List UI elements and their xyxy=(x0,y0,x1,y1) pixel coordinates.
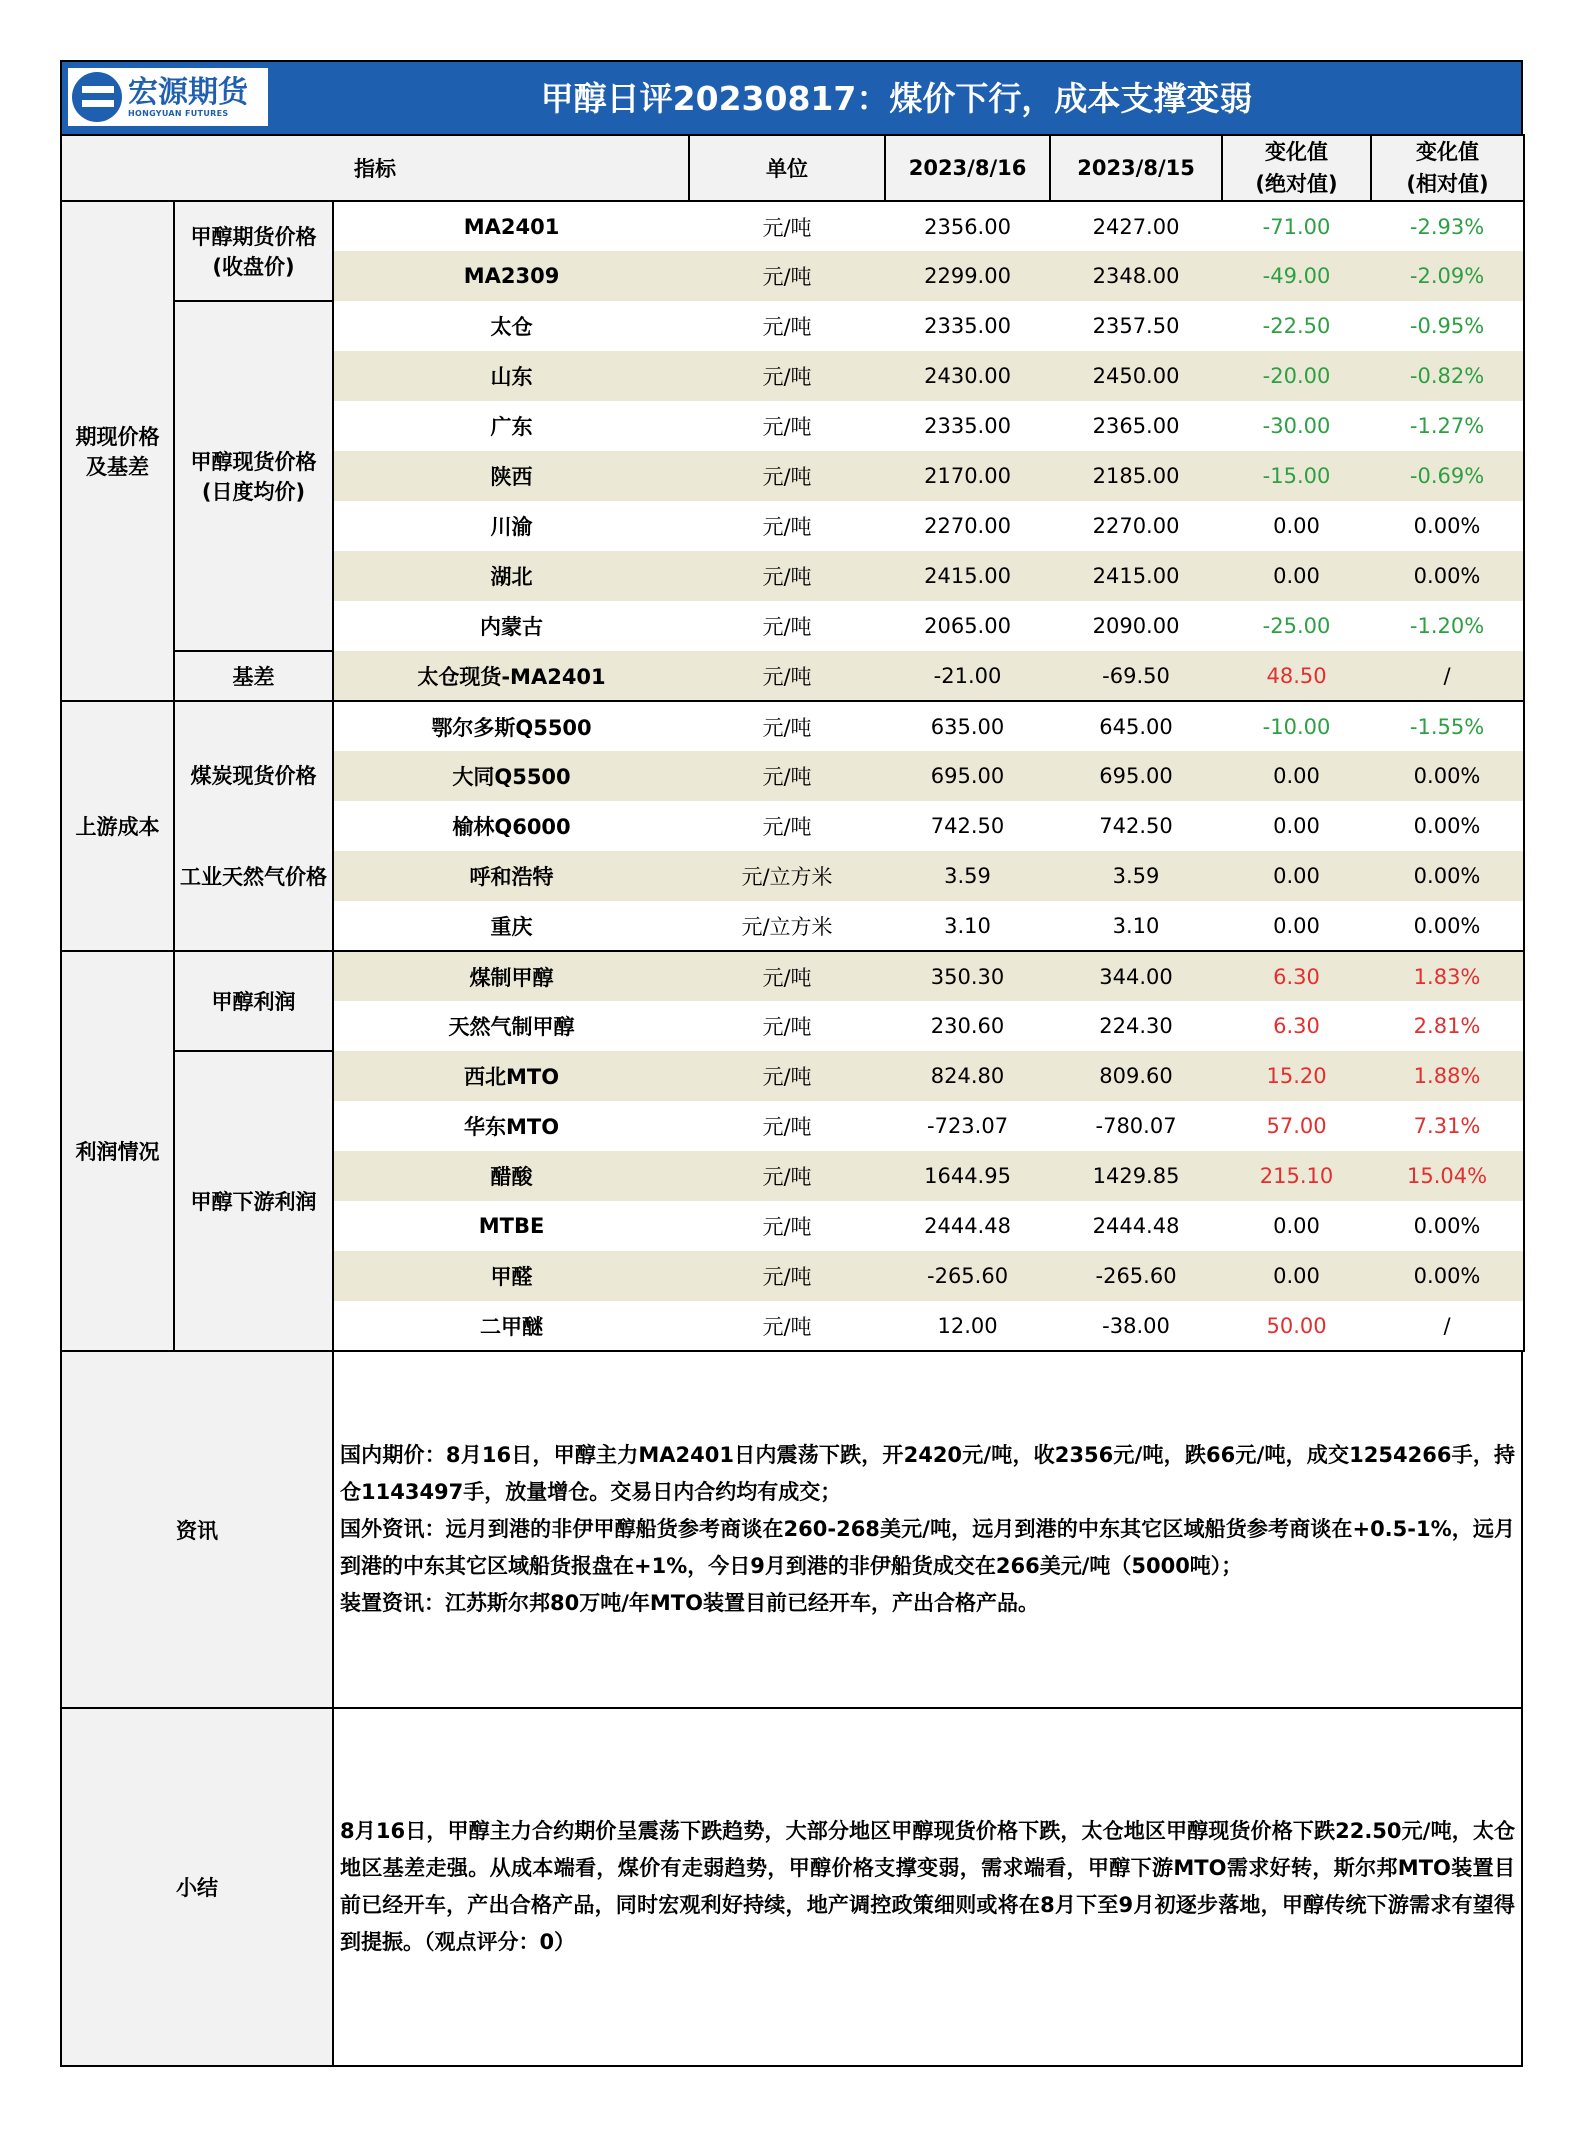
row-abs-change: 48.50 xyxy=(1222,651,1371,701)
row-abs-change: 6.30 xyxy=(1222,951,1371,1001)
header-abs-change-line1: 变化值 xyxy=(1265,140,1329,164)
news-section xyxy=(60,1352,1523,1709)
row-abs-change: 0.00 xyxy=(1273,814,1320,838)
row-value-date1: 2444.48 xyxy=(924,1214,1011,1238)
row-rel-change: -2.09% xyxy=(1371,251,1524,301)
group-spot-futures-label: 期现价格 xyxy=(75,425,160,449)
row-indicator: 山东 xyxy=(333,351,689,401)
subgroup-coal-label: 煤炭现货价格 xyxy=(190,764,317,788)
group-spot-futures xyxy=(61,201,174,701)
header-abs-change-line2: (绝对值) xyxy=(1255,172,1338,196)
row-value-date2: 2357.50 xyxy=(1092,314,1180,338)
row-value-date2: 742.50 xyxy=(1099,814,1173,838)
report-header xyxy=(60,60,1523,134)
row-indicator: 湖北 xyxy=(333,551,689,601)
group-upstream-cost xyxy=(61,701,174,951)
row-unit: 元/吨 xyxy=(762,715,812,740)
row-indicator: 甲醛 xyxy=(333,1251,689,1301)
row-rel-change: -1.27% xyxy=(1371,401,1524,451)
subgroup-spot-label: (日度均价) xyxy=(201,480,306,504)
row-value-date2: -38.00 xyxy=(1050,1301,1222,1351)
row-value-date1: -723.07 xyxy=(927,1114,1009,1138)
row-rel-change: 7.31% xyxy=(1371,1101,1524,1151)
row-abs-change: 15.20 xyxy=(1222,1051,1371,1101)
row-indicator: 陕西 xyxy=(333,451,689,501)
row-unit: 元/立方米 xyxy=(689,851,885,901)
row-abs-change: -15.00 xyxy=(1222,451,1371,501)
summary-label: 小结 xyxy=(62,1709,334,2065)
row-rel-change: 0.00% xyxy=(1371,751,1524,801)
row-indicator: 二甲醚 xyxy=(333,1301,689,1351)
row-value-date1: 1644.95 xyxy=(885,1151,1050,1201)
row-abs-change: 0.00 xyxy=(1273,1214,1320,1238)
header-date1: 2023/8/16 xyxy=(885,135,1050,201)
row-unit: 元/吨 xyxy=(762,415,812,439)
row-value-date1: 2270.00 xyxy=(924,514,1011,538)
row-rel-change: -1.20% xyxy=(1371,601,1524,651)
row-value-date1: 2170.00 xyxy=(885,451,1050,501)
logo-icon xyxy=(72,72,122,122)
row-value-date2: 224.30 xyxy=(1099,1014,1173,1038)
row-rel-change: -0.69% xyxy=(1371,451,1524,501)
group-upstream-cost-label: 上游成本 xyxy=(75,815,160,839)
row-unit: 元/吨 xyxy=(762,615,812,639)
row-value-date2: 1429.85 xyxy=(1050,1151,1222,1201)
row-value-date2: 2450.00 xyxy=(1050,351,1222,401)
header-abs-change xyxy=(1222,135,1371,201)
row-rel-change: 0.00% xyxy=(1371,901,1524,951)
news-body xyxy=(334,1352,1521,1707)
group-spot-futures-label: 及基差 xyxy=(86,455,149,479)
row-indicator: MA2309 xyxy=(333,251,689,301)
row-value-date1: 3.10 xyxy=(885,901,1050,951)
company-logo xyxy=(68,68,268,126)
row-rel-change: 0.00% xyxy=(1371,801,1524,851)
row-rel-change: 0.00% xyxy=(1371,1201,1524,1251)
subgroup-futures xyxy=(174,201,333,301)
news-overseas: 国外资讯：远月到港的非伊甲醇船货参考商谈在260-268美元/吨，远月到港的中东其它区域船货参考商谈在+0.5-1%，远月到港的中东其它区域船货报盘在+1%，今日9月到港的非伊船货成交在266美元/吨（5000吨）； xyxy=(340,1517,1515,1578)
row-rel-change: 0.00% xyxy=(1371,1251,1524,1301)
row-abs-change: -49.00 xyxy=(1222,251,1371,301)
row-indicator: MTBE xyxy=(478,1214,545,1238)
row-unit: 元/吨 xyxy=(762,515,812,539)
table-row xyxy=(61,701,1524,751)
row-indicator: MA2401 xyxy=(463,214,560,239)
subgroup-gas-label: 工业天然气价格 xyxy=(180,865,327,889)
row-value-date1: 695.00 xyxy=(885,751,1050,801)
row-unit: 元/吨 xyxy=(689,551,885,601)
row-indicator: 川渝 xyxy=(490,515,533,539)
row-value-date2: 2270.00 xyxy=(1092,514,1180,538)
row-indicator: 广东 xyxy=(490,415,533,439)
header-rel-change xyxy=(1371,135,1524,201)
row-abs-change: -71.00 xyxy=(1262,214,1331,239)
subgroup-futures-label: (收盘价) xyxy=(212,255,295,279)
table-row xyxy=(61,1051,1524,1101)
row-value-date1: 824.80 xyxy=(885,1051,1050,1101)
row-unit: 元/吨 xyxy=(689,351,885,401)
row-value-date2: 3.59 xyxy=(1050,851,1222,901)
row-unit: 元/吨 xyxy=(689,951,885,1001)
row-rel-change: 0.00% xyxy=(1371,851,1524,901)
row-value-date2: 2444.48 xyxy=(1092,1214,1180,1238)
group-profit-label: 利润情况 xyxy=(75,1140,160,1164)
row-rel-change: -0.95% xyxy=(1371,301,1524,351)
report xyxy=(60,60,1523,2067)
row-rel-change: 0.00% xyxy=(1371,501,1524,551)
row-rel-change: 1.88% xyxy=(1371,1051,1524,1101)
row-abs-change: 50.00 xyxy=(1222,1301,1371,1351)
row-unit: 元/吨 xyxy=(762,215,812,240)
row-value-date2: -265.60 xyxy=(1050,1251,1222,1301)
row-abs-change: -22.50 xyxy=(1262,314,1331,338)
news-domestic: 国内期价：8月16日，甲醇主力MA2401日内震荡下跌，开2420元/吨，收2356元/吨，跌66元/吨，成交1254266手，持仓1143497手，放量增仓。交易日内合约均有成交； xyxy=(340,1443,1515,1504)
subgroup-spot-label: 甲醇现货价格 xyxy=(190,450,317,474)
row-unit: 元/吨 xyxy=(689,751,885,801)
row-unit: 元/吨 xyxy=(762,315,812,339)
report-title: 甲醇日评20230817：煤价下行，成本支撑变弱 xyxy=(540,79,1253,118)
header-indicator: 指标 xyxy=(61,135,689,201)
row-unit: 元/吨 xyxy=(762,1115,812,1139)
row-abs-change: 215.10 xyxy=(1222,1151,1371,1201)
row-abs-change: -10.00 xyxy=(1262,714,1331,739)
row-unit: 元/吨 xyxy=(762,1015,812,1039)
row-rel-change: -0.82% xyxy=(1371,351,1524,401)
row-unit: 元/吨 xyxy=(689,1301,885,1351)
header-rel-change-line2: (相对值) xyxy=(1406,172,1489,196)
row-value-date2: -780.07 xyxy=(1095,1114,1177,1138)
row-unit: 元/吨 xyxy=(689,1151,885,1201)
row-rel-change: 15.04% xyxy=(1371,1151,1524,1201)
row-indicator: 天然气制甲醇 xyxy=(448,1015,575,1039)
row-value-date2: 695.00 xyxy=(1050,751,1222,801)
data-table xyxy=(60,134,1525,1352)
row-abs-change: 0.00 xyxy=(1273,514,1320,538)
row-indicator: 大同Q5500 xyxy=(333,751,689,801)
row-value-date2: 2185.00 xyxy=(1050,451,1222,501)
row-abs-change: 0.00 xyxy=(1222,551,1371,601)
row-unit: 元/吨 xyxy=(689,451,885,501)
row-abs-change: 0.00 xyxy=(1222,1251,1371,1301)
row-indicator: 华东MTO xyxy=(463,1115,560,1139)
row-unit: 元/吨 xyxy=(762,1215,812,1239)
table-row xyxy=(61,301,1524,351)
row-indicator: 太仓 xyxy=(490,315,533,339)
row-value-date2: 2427.00 xyxy=(1092,214,1180,239)
subgroup-basis xyxy=(174,651,333,701)
row-value-date2: 809.60 xyxy=(1050,1051,1222,1101)
row-value-date2: 2348.00 xyxy=(1050,251,1222,301)
row-indicator: 煤制甲醇 xyxy=(333,951,689,1001)
header-date2: 2023/8/15 xyxy=(1050,135,1222,201)
news-plant: 装置资讯：江苏斯尔邦80万吨/年MTO装置目前已经开车，产出合格产品。 xyxy=(340,1591,1039,1615)
row-indicator: 呼和浩特 xyxy=(333,851,689,901)
row-rel-change: / xyxy=(1371,651,1524,701)
row-value-date2: 2415.00 xyxy=(1050,551,1222,601)
row-abs-change: 6.30 xyxy=(1273,1014,1320,1038)
row-value-date1: -265.60 xyxy=(885,1251,1050,1301)
row-abs-change: 57.00 xyxy=(1266,1114,1327,1138)
row-value-date2: -69.50 xyxy=(1050,651,1222,701)
row-unit: 元/吨 xyxy=(689,651,885,701)
row-unit: 元/吨 xyxy=(689,1051,885,1101)
subgroup-methanol-profit-label: 甲醇利润 xyxy=(211,990,296,1014)
logo-english-name: HONGYUAN FUTURES xyxy=(128,108,229,118)
header-rel-change-line1: 变化值 xyxy=(1416,140,1480,164)
row-value-date1: 2430.00 xyxy=(885,351,1050,401)
row-value-date1: 742.50 xyxy=(930,814,1005,838)
row-abs-change: -25.00 xyxy=(1262,614,1331,638)
row-value-date1: 12.00 xyxy=(885,1301,1050,1351)
row-unit: 元/吨 xyxy=(689,251,885,301)
row-indicator: 西北MTO xyxy=(333,1051,689,1101)
subgroup-downstream-profit xyxy=(174,1051,333,1351)
subgroup-futures-label: 甲醇期货价格 xyxy=(190,225,317,249)
row-rel-change: 2.81% xyxy=(1371,1001,1524,1051)
summary-text: 8月16日，甲醇主力合约期价呈震荡下跌趋势，大部分地区甲醇现货价格下跌，太仓地区甲醇现货价格下跌22.50元/吨，太仓地区基差走强。从成本端看，煤价有走弱趋势，甲醇价格支撑变弱，需求端看，甲醇下游MTO需求好转，斯尔邦MTO装置目前已经开车，产出合格产品，同时宏观利好持续，地产调控政策细则或将在8月下至9月初逐步落地，甲醇传统下游需求有望得到提振。（观点评分：0） xyxy=(340,1819,1515,1954)
row-value-date1: 635.00 xyxy=(930,714,1005,739)
row-rel-change: 0.00% xyxy=(1371,551,1524,601)
row-unit: 元/立方米 xyxy=(689,901,885,951)
row-indicator: 内蒙古 xyxy=(480,615,544,639)
logo-chinese-name: 宏源期货 xyxy=(128,74,248,110)
row-abs-change: 0.00 xyxy=(1222,751,1371,801)
row-value-date1: 2065.00 xyxy=(924,614,1011,638)
row-value-date1: 2356.00 xyxy=(924,214,1011,239)
news-label: 资讯 xyxy=(62,1352,334,1707)
row-indicator: 太仓现货-MA2401 xyxy=(333,651,689,701)
subgroup-basis-label: 基差 xyxy=(232,665,275,689)
row-abs-change: 0.00 xyxy=(1222,901,1371,951)
subgroup-coal xyxy=(174,701,333,851)
row-abs-change: 0.00 xyxy=(1222,851,1371,901)
row-value-date2: 645.00 xyxy=(1099,714,1173,739)
row-indicator: 醋酸 xyxy=(333,1151,689,1201)
subgroup-spot xyxy=(174,301,333,651)
row-unit: 元/吨 xyxy=(762,815,812,839)
row-unit: 元/吨 xyxy=(689,1251,885,1301)
row-indicator: 鄂尔多斯Q5500 xyxy=(431,715,592,740)
row-value-date1: 2335.00 xyxy=(924,414,1011,438)
row-rel-change: -2.93% xyxy=(1371,201,1524,251)
row-value-date1: 3.59 xyxy=(885,851,1050,901)
subgroup-downstream-profit-label: 甲醇下游利润 xyxy=(190,1190,317,1214)
row-indicator: 榆林Q6000 xyxy=(452,815,571,839)
table-row xyxy=(61,951,1524,1001)
row-value-date2: 344.00 xyxy=(1050,951,1222,1001)
row-value-date2: 2090.00 xyxy=(1092,614,1180,638)
row-value-date1: 2335.00 xyxy=(924,314,1011,338)
row-abs-change: -20.00 xyxy=(1222,351,1371,401)
row-value-date1: 350.30 xyxy=(885,951,1050,1001)
row-indicator: 重庆 xyxy=(333,901,689,951)
table-row xyxy=(61,651,1524,701)
row-rel-change: / xyxy=(1371,1301,1524,1351)
row-value-date2: 3.10 xyxy=(1050,901,1222,951)
row-value-date1: -21.00 xyxy=(885,651,1050,701)
row-value-date1: 230.60 xyxy=(930,1014,1005,1038)
row-value-date1: 2299.00 xyxy=(885,251,1050,301)
table-row xyxy=(61,201,1524,251)
header-unit: 单位 xyxy=(689,135,885,201)
summary-section xyxy=(60,1709,1523,2067)
row-rel-change: 1.83% xyxy=(1371,951,1524,1001)
row-abs-change: -30.00 xyxy=(1262,414,1331,438)
table-header-row xyxy=(61,135,1524,201)
row-rel-change: -1.55% xyxy=(1371,701,1524,751)
summary-body xyxy=(334,1709,1521,2065)
row-value-date1: 2415.00 xyxy=(885,551,1050,601)
subgroup-gas xyxy=(174,851,333,951)
table-row xyxy=(61,851,1524,901)
row-value-date2: 2365.00 xyxy=(1092,414,1180,438)
group-profit xyxy=(61,951,174,1351)
subgroup-methanol-profit xyxy=(174,951,333,1051)
